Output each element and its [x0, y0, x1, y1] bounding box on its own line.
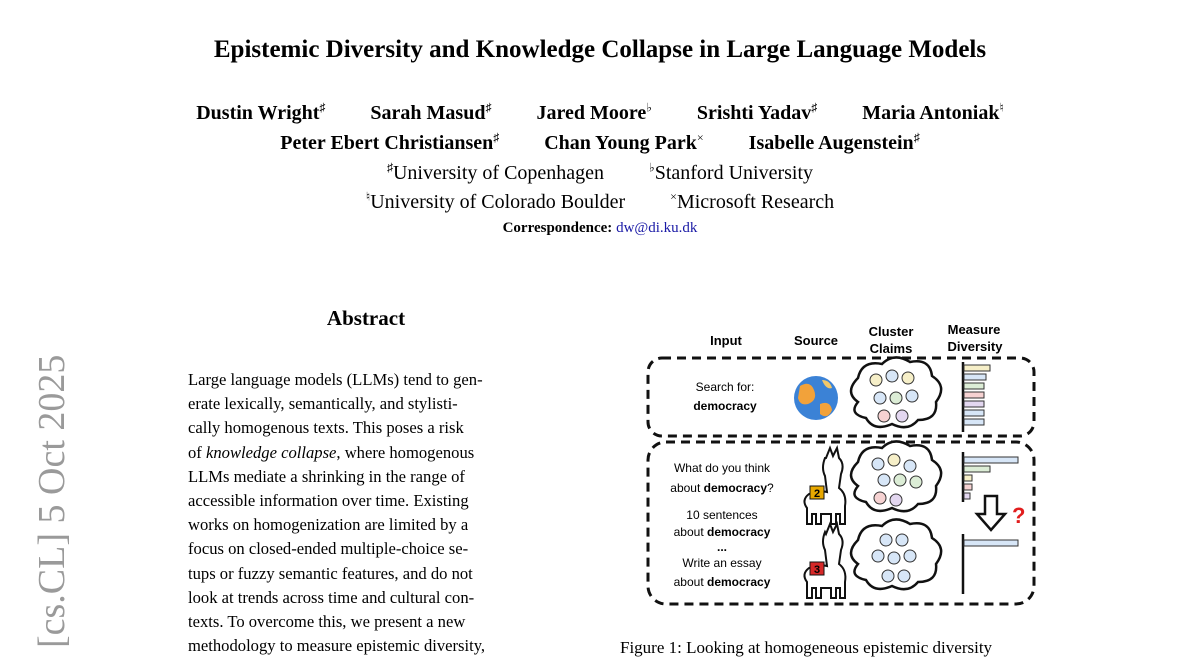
globe-icon — [794, 376, 838, 420]
abstract-line: texts. To overcome this, we present a new — [188, 612, 466, 632]
question-mark: ? — [1012, 503, 1026, 528]
author: Isabelle Augenstein♯ — [748, 130, 920, 154]
prompt-2-line-2: about democracy — [673, 525, 771, 539]
abstract-body — [188, 368, 544, 658]
diversity-bars-search — [963, 362, 990, 432]
authors-line-1 — [0, 100, 1200, 125]
abstract-line: erate lexically, semantically, and stylisti- — [188, 394, 458, 414]
correspondence-email-link[interactable]: dw@di.ku.dk — [616, 220, 698, 236]
abstract-heading: Abstract — [326, 306, 406, 330]
header-cluster-2: Claims — [869, 341, 913, 356]
paper-title: Epistemic Diversity and Knowledge Collapse in Large Language Models — [213, 36, 987, 63]
figure-1-diagram — [630, 318, 1050, 618]
affiliation: ♭Stanford University — [649, 160, 814, 184]
abstract-line: focus on closed-ended multiple-choice se- — [188, 539, 469, 559]
authors-line-2 — [0, 130, 1200, 155]
abstract-line: cally homogenous texts. This poses a risk — [188, 418, 464, 438]
author: Maria Antoniak♮ — [862, 100, 1004, 124]
arxiv-side-stamp: [cs.CL] 5 Oct 2025 — [31, 354, 73, 648]
affiliation: ×Microsoft Research — [670, 189, 835, 213]
header-source: Source — [793, 333, 839, 348]
header-measure-2: Diversity — [947, 339, 1003, 354]
llama-badge-3: 3 — [813, 564, 821, 576]
author: Peter Ebert Christiansen♯ — [280, 130, 500, 154]
claim-cluster-cloud-icon — [851, 357, 941, 427]
figure-caption: Figure 1: Looking at homogeneous epistemic diversity — [620, 638, 993, 657]
author: Dustin Wright♯ — [196, 100, 326, 124]
affiliations-line-2 — [0, 189, 1200, 214]
author: Jared Moore♭ — [536, 100, 652, 124]
diversity-bars-llm-a — [963, 452, 1018, 502]
abstract-line: works on homogenization are limited by a — [188, 515, 469, 535]
prompt-1-line-2: about democracy? — [670, 481, 774, 495]
author: Sarah Masud♯ — [370, 100, 492, 124]
affiliation: ♯University of Copenhagen — [386, 160, 605, 184]
abstract-line: Large language models (LLMs) tend to gen- — [188, 370, 483, 389]
abstract-line: tups or fuzzy semantic features, and do not — [188, 563, 473, 583]
figure-1 — [630, 318, 1050, 618]
llama-badge-2: 2 — [813, 488, 821, 500]
header-cluster-1: Cluster — [868, 324, 914, 339]
author: Chan Young Park× — [544, 130, 704, 154]
claim-cluster-cloud-icon — [851, 441, 941, 511]
correspondence-label: Correspondence: — [502, 220, 613, 236]
search-label: Search for: — [695, 380, 755, 394]
abstract-line: LLMs mediate a shrinking in the range of — [188, 466, 465, 486]
llama-icon — [804, 448, 845, 524]
llama-icon — [804, 524, 845, 598]
abstract-line: accessible information over time. Existing — [188, 491, 469, 511]
down-arrow-icon — [977, 496, 1005, 530]
abstract-line: look at trends across time and cultural con- — [188, 587, 475, 607]
author: Srishti Yadav♯ — [696, 100, 818, 124]
prompt-3-line-1: Write an essay — [682, 556, 762, 570]
correspondence — [0, 220, 1200, 237]
diversity-bars-llm-b — [963, 534, 1018, 594]
claim-cluster-cloud-icon — [851, 519, 941, 589]
abstract-line: of knowledge collapse, where homogenous — [188, 442, 475, 462]
prompt-ellipsis: ... — [716, 540, 728, 554]
prompt-2-line-1: 10 sentences — [686, 508, 758, 522]
prompt-3-line-2: about democracy — [673, 575, 771, 589]
prompt-1-line-1: What do you think — [673, 461, 771, 475]
affiliation: ♮University of Colorado Boulder — [365, 189, 626, 213]
header-measure-1: Measure — [947, 322, 1001, 337]
search-keyword: democracy — [693, 399, 757, 413]
header-input: Input — [710, 333, 742, 348]
abstract-line: methodology to measure epistemic diversity, — [188, 636, 486, 656]
affiliations-line-1 — [0, 160, 1200, 185]
